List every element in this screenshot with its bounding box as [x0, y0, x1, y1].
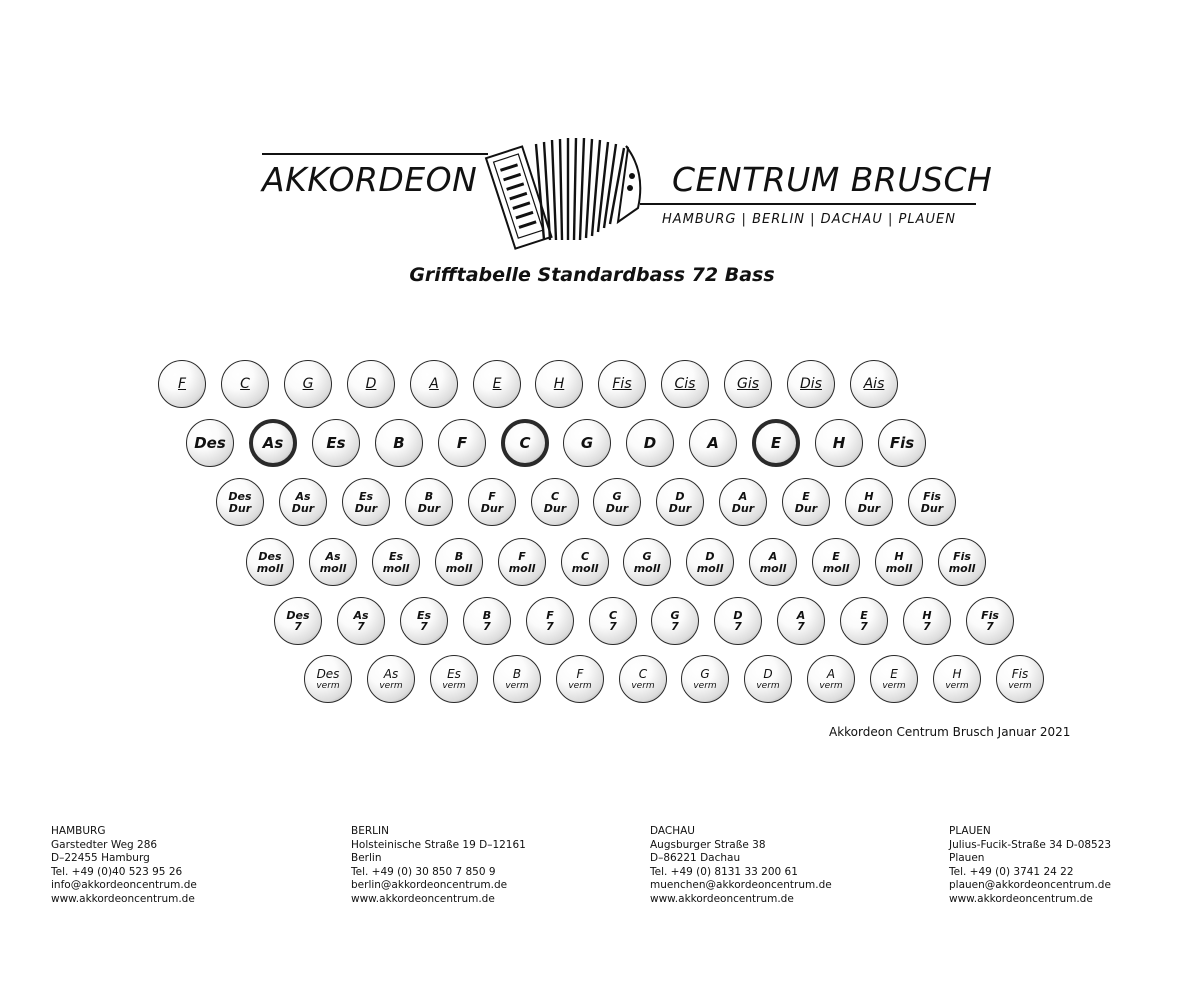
button-chord-label: verm — [631, 680, 655, 691]
bass-button-seventh[interactable] — [966, 597, 1014, 645]
button-note-label: E — [860, 609, 868, 622]
bass-button-minor[interactable] — [812, 538, 860, 586]
bass-button-bass[interactable] — [626, 419, 674, 467]
button-chord-label: moll — [822, 561, 850, 575]
button-note-label: Ais — [863, 376, 885, 392]
button-note-label: As — [295, 489, 311, 503]
bass-button-seventh[interactable] — [526, 597, 574, 645]
logo — [0, 0, 1200, 260]
bass-button-minor[interactable] — [246, 538, 294, 586]
office-hamburg — [51, 825, 197, 907]
bass-button-major[interactable] — [656, 478, 704, 526]
bass-button-fundamental[interactable] — [850, 360, 898, 408]
button-note-label: Fis — [612, 376, 632, 392]
office-line: Tel. +49 (0) 30 850 7 850 9 — [351, 865, 496, 878]
button-note-label: G — [700, 666, 710, 681]
button-chord-label: Dur — [291, 501, 315, 515]
button-chord-label: Dur — [731, 501, 755, 515]
button-note-label: Des — [316, 666, 340, 681]
button-note-label: C — [519, 433, 531, 452]
button-note-label: H — [864, 489, 874, 503]
bass-button-major[interactable] — [531, 478, 579, 526]
button-chord-label: moll — [508, 561, 536, 575]
office-line: Garstedter Weg 286 — [51, 838, 158, 851]
button-chord-label: moll — [256, 561, 284, 575]
button-note-label: E — [492, 376, 502, 392]
bass-button-diminished[interactable] — [367, 655, 415, 703]
button-chord-label: moll — [696, 561, 724, 575]
button-chord-label: moll — [633, 561, 661, 575]
button-chord-label: moll — [948, 561, 976, 575]
office-website[interactable]: www.akkordeoncentrum.de — [949, 892, 1093, 905]
button-chord-label: verm — [505, 680, 529, 691]
bass-button-diminished[interactable] — [681, 655, 729, 703]
button-note-label: B — [454, 549, 464, 563]
button-chord-label: Dur — [354, 501, 378, 515]
button-chord-label: verm — [568, 680, 592, 691]
button-chord-label: moll — [759, 561, 787, 575]
bass-button-fundamental[interactable] — [598, 360, 646, 408]
office-line: Tel. +49 (0) 8131 33 200 61 — [650, 865, 798, 878]
bass-button-bass[interactable] — [249, 419, 297, 467]
button-chord-label: verm — [379, 680, 403, 691]
bass-button-minor[interactable] — [498, 538, 546, 586]
button-chord-label: 7 — [671, 620, 679, 633]
bass-button-diminished[interactable] — [493, 655, 541, 703]
bass-button-minor[interactable] — [435, 538, 483, 586]
bass-button-diminished[interactable] — [933, 655, 981, 703]
button-chord-label: 7 — [797, 620, 805, 633]
button-note-label: F — [546, 609, 554, 622]
button-chord-label: Dur — [228, 501, 252, 515]
bass-button-seventh[interactable] — [651, 597, 699, 645]
button-chord-label: 7 — [609, 620, 617, 633]
bass-button-major[interactable] — [593, 478, 641, 526]
button-chord-label: Dur — [480, 501, 504, 515]
bass-button-seventh[interactable] — [337, 597, 385, 645]
bass-button-bass[interactable] — [186, 419, 234, 467]
button-note-label: Des — [286, 609, 310, 622]
bass-button-major[interactable] — [342, 478, 390, 526]
office-line: D–22455 Hamburg — [51, 852, 150, 865]
accordion-icon — [478, 132, 648, 257]
button-note-label: C — [580, 549, 590, 563]
button-chord-label: 7 — [923, 620, 931, 633]
office-line: Plauen — [949, 852, 985, 865]
button-chord-label: 7 — [546, 620, 554, 633]
button-note-label: H — [922, 609, 932, 622]
button-chord-label: moll — [382, 561, 410, 575]
button-chord-label: verm — [945, 680, 969, 691]
bass-button-fundamental[interactable] — [661, 360, 709, 408]
button-note-label: E — [890, 666, 898, 681]
bass-button-major[interactable] — [908, 478, 956, 526]
bass-button-bass[interactable] — [752, 419, 800, 467]
office-line: BERLIN — [351, 825, 389, 837]
office-website[interactable]: www.akkordeoncentrum.de — [51, 892, 195, 905]
button-note-label: Cis — [674, 376, 696, 392]
office-line: DACHAU — [650, 825, 695, 837]
bass-button-bass[interactable] — [689, 419, 737, 467]
office-email[interactable]: plauen@akkordeoncentrum.de — [949, 879, 1111, 892]
bass-button-fundamental[interactable] — [221, 360, 269, 408]
button-note-label: D — [705, 549, 715, 563]
button-note-label: A — [768, 549, 778, 563]
button-chord-label: Dur — [543, 501, 567, 515]
button-chord-label: 7 — [483, 620, 491, 633]
button-note-label: F — [177, 376, 187, 392]
credit-line: Akkordeon Centrum Brusch Januar 2021 — [829, 725, 1071, 739]
button-note-label: C — [550, 489, 560, 503]
button-chord-label: verm — [442, 680, 466, 691]
button-note-label: C — [240, 376, 250, 392]
button-note-label: Es — [447, 666, 461, 681]
bass-button-major[interactable] — [468, 478, 516, 526]
button-note-label: Gis — [736, 376, 760, 392]
bass-button-bass[interactable] — [815, 419, 863, 467]
office-line: Julius-Fucik-Straße 34 D-08523 — [949, 838, 1112, 851]
button-note-label: C — [638, 666, 648, 681]
button-chord-label: Dur — [857, 501, 881, 515]
button-chord-label: Dur — [668, 501, 692, 515]
bass-button-fundamental[interactable] — [473, 360, 521, 408]
bass-button-fundamental[interactable] — [284, 360, 332, 408]
office-line: Berlin — [351, 852, 382, 865]
button-note-label: D — [643, 433, 657, 452]
office-line: Holsteinische Straße 19 D–12161 — [351, 838, 526, 851]
button-note-label: C — [608, 609, 618, 622]
button-chord-label: moll — [885, 561, 913, 575]
button-note-label: H — [894, 549, 904, 563]
button-chord-label: moll — [445, 561, 473, 575]
bass-button-minor[interactable] — [309, 538, 357, 586]
button-note-label: F — [488, 489, 496, 503]
office-dachau — [650, 825, 832, 907]
button-note-label: Es — [326, 433, 346, 452]
button-chord-label: 7 — [986, 620, 994, 633]
bass-button-bass[interactable] — [312, 419, 360, 467]
office-line: PLAUEN — [949, 825, 991, 837]
bass-button-major[interactable] — [279, 478, 327, 526]
office-line: Tel. +49 (0) 3741 24 22 — [949, 865, 1074, 878]
button-note-label: Es — [388, 549, 404, 563]
bass-button-bass[interactable] — [438, 419, 486, 467]
bass-button-fundamental[interactable] — [158, 360, 206, 408]
button-note-label: D — [763, 666, 773, 681]
button-note-label: Fis — [1011, 666, 1029, 681]
bass-button-diminished[interactable] — [304, 655, 352, 703]
bass-button-bass[interactable] — [375, 419, 423, 467]
bass-button-major[interactable] — [405, 478, 453, 526]
bass-button-minor[interactable] — [372, 538, 420, 586]
button-note-label: As — [325, 549, 341, 563]
office-website[interactable]: www.akkordeoncentrum.de — [351, 892, 495, 905]
button-note-label: Fis — [923, 489, 941, 503]
bass-button-fundamental[interactable] — [724, 360, 772, 408]
brand-name-right: CENTRUM BRUSCH — [672, 160, 993, 199]
page-title: Grifftabelle Standardbass 72 Bass — [409, 264, 775, 286]
bass-button-diminished[interactable] — [744, 655, 792, 703]
button-chord-label: verm — [756, 680, 780, 691]
logo-line-right — [640, 203, 976, 205]
office-email[interactable]: muenchen@akkordeoncentrum.de — [650, 879, 832, 892]
button-note-label: G — [302, 376, 314, 392]
button-note-label: As — [353, 609, 369, 622]
bass-button-major[interactable] — [719, 478, 767, 526]
button-note-label: A — [796, 609, 806, 622]
button-chord-label: 7 — [734, 620, 742, 633]
button-note-label: A — [826, 666, 836, 681]
button-note-label: Des — [258, 549, 282, 563]
button-note-label: Fis — [953, 549, 971, 563]
button-note-label: Des — [194, 433, 226, 452]
button-chord-label: Dur — [417, 501, 441, 515]
button-chord-label: Dur — [605, 501, 629, 515]
bass-button-diminished[interactable] — [807, 655, 855, 703]
button-note-label: G — [642, 549, 652, 563]
button-note-label: H — [832, 433, 846, 452]
button-chord-label: 7 — [357, 620, 365, 633]
button-note-label: F — [518, 549, 526, 563]
bass-button-minor[interactable] — [686, 538, 734, 586]
bass-button-diminished[interactable] — [870, 655, 918, 703]
button-chord-label: 7 — [420, 620, 428, 633]
bass-button-diminished[interactable] — [996, 655, 1044, 703]
button-note-label: D — [675, 489, 685, 503]
button-note-label: H — [553, 376, 565, 392]
button-chord-label: moll — [319, 561, 347, 575]
button-chord-label: verm — [316, 680, 340, 691]
button-chord-label: verm — [882, 680, 906, 691]
office-berlin — [351, 825, 526, 907]
button-note-label: D — [365, 376, 377, 392]
bass-button-seventh[interactable] — [903, 597, 951, 645]
bass-button-minor[interactable] — [749, 538, 797, 586]
button-chord-label: Dur — [920, 501, 944, 515]
button-note-label: Fis — [981, 609, 999, 622]
button-note-label: Des — [228, 489, 252, 503]
logo-line-left — [262, 153, 488, 155]
button-note-label: A — [707, 433, 719, 452]
button-note-label: B — [512, 666, 522, 681]
bass-button-minor[interactable] — [938, 538, 986, 586]
bass-button-minor[interactable] — [561, 538, 609, 586]
button-note-label: D — [733, 609, 743, 622]
bass-button-diminished[interactable] — [430, 655, 478, 703]
button-note-label: E — [832, 549, 840, 563]
bass-button-seventh[interactable] — [400, 597, 448, 645]
button-chord-label: 7 — [294, 620, 302, 633]
office-line: Augsburger Straße 38 — [650, 838, 766, 851]
office-website[interactable]: www.akkordeoncentrum.de — [650, 892, 794, 905]
button-note-label: G — [580, 433, 594, 452]
button-note-label: E — [770, 433, 782, 452]
brand-name-left: AKKORDEON — [262, 160, 478, 199]
bass-button-bass[interactable] — [878, 419, 926, 467]
button-chord-label: moll — [571, 561, 599, 575]
button-chord-label: 7 — [860, 620, 868, 633]
button-note-label: Es — [416, 609, 432, 622]
bass-button-seventh[interactable] — [840, 597, 888, 645]
office-plauen — [949, 825, 1111, 907]
office-email[interactable]: berlin@akkordeoncentrum.de — [351, 879, 508, 892]
bass-button-fundamental[interactable] — [347, 360, 395, 408]
button-note-label: G — [612, 489, 622, 503]
bass-button-major[interactable] — [216, 478, 264, 526]
bass-button-bass[interactable] — [563, 419, 611, 467]
bass-button-fundamental[interactable] — [787, 360, 835, 408]
brand-cities: HAMBURG | BERLIN | DACHAU | PLAUEN — [662, 212, 956, 227]
button-note-label: As — [383, 666, 399, 681]
bass-button-fundamental[interactable] — [410, 360, 458, 408]
bass-button-minor[interactable] — [623, 538, 671, 586]
office-line: HAMBURG — [51, 825, 106, 837]
office-line: Tel. +49 (0)40 523 95 26 — [51, 865, 183, 878]
bass-button-seventh[interactable] — [589, 597, 637, 645]
button-note-label: H — [952, 666, 962, 681]
button-note-label: F — [576, 666, 584, 681]
button-note-label: F — [456, 433, 468, 452]
button-note-label: Fis — [889, 433, 915, 452]
button-note-label: B — [393, 433, 405, 452]
bass-button-bass[interactable] — [501, 419, 549, 467]
office-line: D–86221 Dachau — [650, 852, 741, 865]
bass-button-fundamental[interactable] — [535, 360, 583, 408]
button-note-label: Es — [358, 489, 374, 503]
button-note-label: A — [429, 376, 439, 392]
bass-button-major[interactable] — [845, 478, 893, 526]
bass-button-seventh[interactable] — [714, 597, 762, 645]
button-chord-label: Dur — [794, 501, 818, 515]
button-chord-label: verm — [1008, 680, 1032, 691]
button-note-label: Dis — [800, 376, 822, 392]
office-email[interactable]: info@akkordeoncentrum.de — [51, 879, 197, 892]
bass-button-diminished[interactable] — [619, 655, 667, 703]
button-note-label: A — [738, 489, 748, 503]
button-note-label: B — [424, 489, 434, 503]
button-note-label: As — [262, 433, 284, 452]
button-note-label: E — [802, 489, 810, 503]
button-chord-label: verm — [693, 680, 717, 691]
button-note-label: B — [482, 609, 492, 622]
bass-button-seventh[interactable] — [463, 597, 511, 645]
bass-button-diminished[interactable] — [556, 655, 604, 703]
bass-button-minor[interactable] — [875, 538, 923, 586]
button-note-label: G — [670, 609, 680, 622]
button-chord-label: verm — [819, 680, 843, 691]
bass-button-major[interactable] — [782, 478, 830, 526]
bass-button-seventh[interactable] — [274, 597, 322, 645]
bass-button-seventh[interactable] — [777, 597, 825, 645]
